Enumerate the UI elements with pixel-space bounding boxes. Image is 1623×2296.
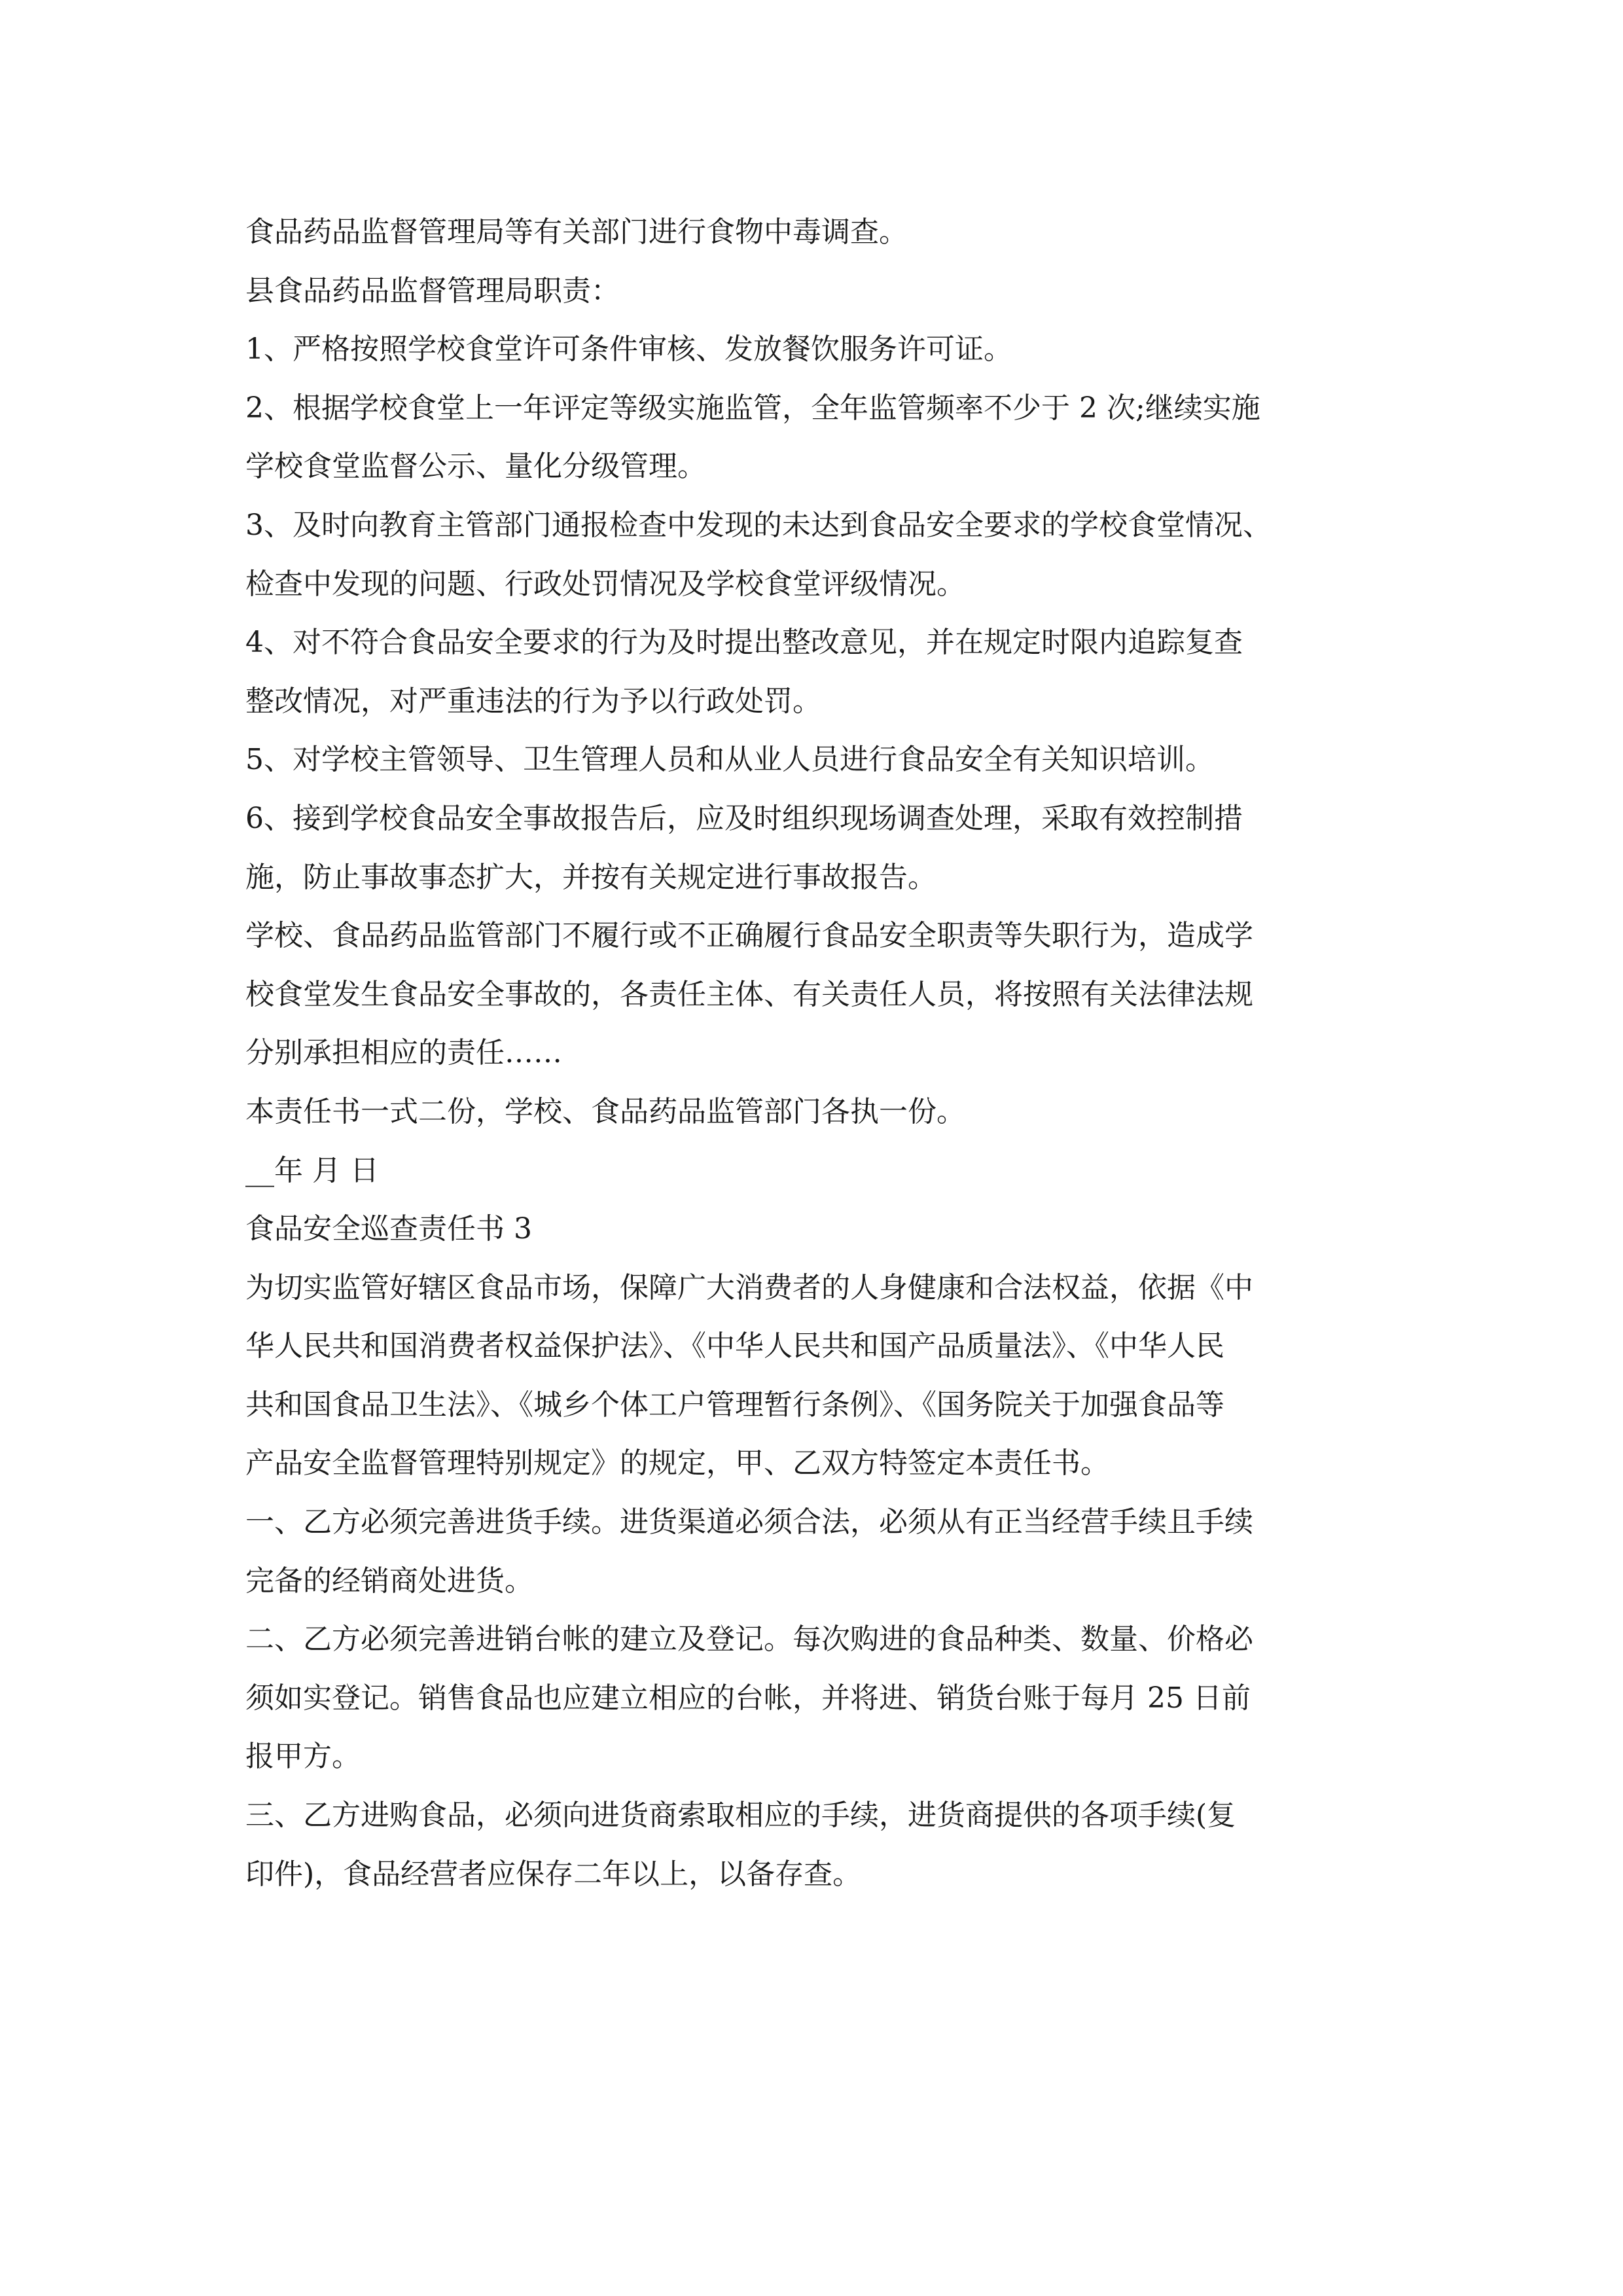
text-line: 三、乙方进购食品，必须向进货商索取相应的手续，进货商提供的各项手续(复 — [245, 1799, 1236, 1833]
date-line: __年 月 日 — [245, 1153, 379, 1187]
text-line: 完备的经销商处进货。 — [245, 1564, 533, 1598]
text-line: 为切实监管好辖区食品市场，保障广大消费者的人身健康和合法权益，依据《中 — [245, 1270, 1253, 1304]
text-line: 整改情况，对严重违法的行为予以行政处罚。 — [245, 684, 821, 718]
text-line: 本责任书一式二份，学校、食品药品监管部门各执一份。 — [245, 1094, 965, 1128]
text-line: 二、乙方必须完善进销台帐的建立及登记。每次购进的食品种类、数量、价格必 — [245, 1623, 1253, 1657]
text-line: 共和国食品卫生法》、《城乡个体工户管理暂行条例》、《国务院关于加强食品等 — [245, 1388, 1224, 1422]
text-line: 产品安全监督管理特别规定》的规定，甲、乙双方特签定本责任书。 — [245, 1446, 1109, 1480]
document-body — [245, 203, 1384, 1903]
text-line: 华人民共和国消费者权益保护法》、《中华人民共和国产品质量法》、《中华人民 — [245, 1329, 1224, 1363]
text-line: 报甲方。 — [245, 1740, 361, 1774]
text-line: 5、对学校主管领导、卫生管理人员和从业人员进行食品安全有关知识培训。 — [245, 743, 1214, 777]
text-line: 施，防止事故事态扩大，并按有关规定进行事故报告。 — [245, 860, 936, 894]
text-line: 4、对不符合食品安全要求的行为及时提出整改意见，并在规定时限内追踪复查 — [245, 626, 1243, 660]
text-line: 食品药品监督管理局等有关部门进行食物中毒调查。 — [245, 215, 908, 249]
text-line: 一、乙方必须完善进货手续。进货渠道必须合法，必须从有正当经营手续且手续 — [245, 1505, 1253, 1539]
document-title: 食品安全巡查责任书 3 — [245, 1212, 532, 1246]
text-line: 2、根据学校食堂上一年评定等级实施监管，全年监管频率不少于 2 次;继续实施 — [245, 391, 1260, 425]
text-line: 印件)，食品经营者应保存二年以上，以备存查。 — [245, 1857, 862, 1891]
text-line: 检查中发现的问题、行政处罚情况及学校食堂评级情况。 — [245, 567, 965, 601]
text-line: 学校食堂监督公示、量化分级管理。 — [245, 450, 706, 484]
text-line: 6、接到学校食品安全事故报告后，应及时组织现场调查处理，采取有效控制措 — [245, 801, 1243, 835]
section-heading-county-bureau-duties: 县食品药品监督管理局职责： — [245, 274, 620, 308]
text-line: 1、严格按照学校食堂许可条件审核、发放餐饮服务许可证。 — [245, 332, 1012, 367]
text-line: 学校、食品药品监管部门不履行或不正确履行食品安全职责等失职行为，造成学 — [245, 919, 1253, 953]
text-line: 3、及时向教育主管部门通报检查中发现的未达到食品安全要求的学校食堂情况、 — [245, 508, 1272, 542]
text-line: 校食堂发生食品安全事故的，各责任主体、有关责任人员，将按照有关法律法规 — [245, 977, 1253, 1011]
text-line: 分别承担相应的责任…… — [245, 1036, 562, 1070]
text-line: 须如实登记。销售食品也应建立相应的台帐，并将进、销货台账于每月 25 日前 — [245, 1681, 1251, 1715]
